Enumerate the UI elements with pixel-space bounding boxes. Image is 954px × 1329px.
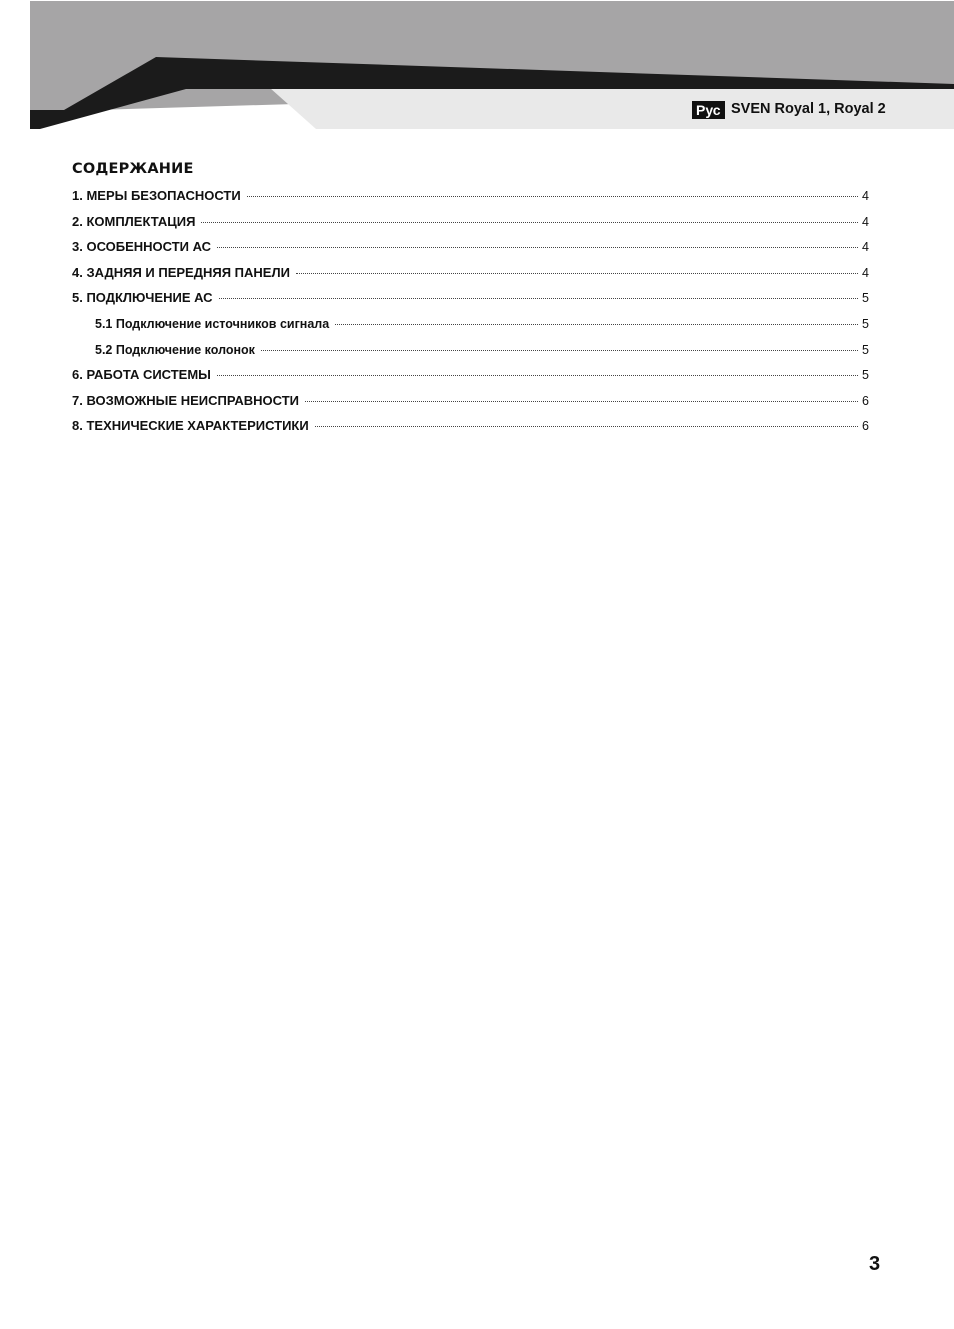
toc-dot-leader: [219, 298, 858, 299]
toc-entry-page: 6: [862, 419, 869, 434]
toc-entry-label: 3. ОСОБЕННОСТИ АС: [72, 239, 212, 255]
toc-entry: [72, 288, 869, 314]
toc-entry-label: 7. ВОЗМОЖНЫЕ НЕИСПРАВНОСТИ: [72, 392, 299, 408]
toc-entry-page: 5: [862, 291, 869, 306]
toc-dot-leader: [305, 401, 858, 402]
table-of-contents: [72, 186, 869, 442]
toc-entry-label: 4. ЗАДНЯЯ И ПЕРЕДНЯЯ ПАНЕЛИ: [72, 264, 290, 280]
toc-dot-leader: [335, 324, 858, 325]
toc-entry: [72, 391, 869, 417]
toc-entry-page: 4: [862, 240, 869, 255]
page-number: 3: [869, 1253, 881, 1275]
toc-entry-page: 6: [862, 393, 869, 408]
toc-entry-page: 5: [862, 316, 869, 331]
toc-entry-label: 8. ТЕХНИЧЕСКИЕ ХАРАКТЕРИСТИКИ: [72, 418, 309, 434]
toc-dot-leader: [217, 247, 858, 248]
toc-subentry: [72, 314, 869, 340]
toc-entry: [72, 212, 869, 238]
toc-entry-page: 5: [862, 368, 869, 383]
toc-entry-page: 5: [862, 342, 869, 357]
toc-dot-leader: [296, 273, 858, 274]
toc-dot-leader: [217, 375, 858, 376]
toc-dot-leader: [201, 222, 858, 223]
toc-entry: [72, 186, 869, 212]
toc-entry: [72, 263, 869, 289]
toc-entry: [72, 416, 869, 442]
toc-entry-label: 6. РАБОТА СИСТЕМЫ: [72, 367, 211, 383]
toc-dot-leader: [315, 426, 858, 427]
toc-entry-page: 4: [862, 214, 869, 229]
toc-title: СОДЕРЖАНИЕ: [72, 161, 194, 177]
toc-entry-page: 4: [862, 265, 869, 280]
product-title: SVEN Royal 1, Royal 2: [731, 101, 886, 117]
toc-entry-page: 4: [862, 189, 869, 203]
toc-entry-label: 5.2 Подключение колонок: [95, 342, 255, 357]
toc-entry-label: 2. КОМПЛЕКТАЦИЯ: [72, 213, 196, 229]
toc-entry-label: 5.1 Подключение источников сигнала: [95, 316, 330, 331]
toc-entry: [72, 365, 869, 391]
toc-entry-label: 5. ПОДКЛЮЧЕНИЕ АС: [72, 290, 213, 306]
toc-dot-leader: [247, 196, 858, 197]
language-badge: Рус: [692, 101, 725, 119]
toc-entry-label: 1. МЕРЫ БЕЗОПАСНОСТИ: [72, 188, 241, 203]
toc-entry: [72, 237, 869, 263]
toc-subentry: [72, 340, 869, 366]
toc-dot-leader: [261, 350, 858, 351]
